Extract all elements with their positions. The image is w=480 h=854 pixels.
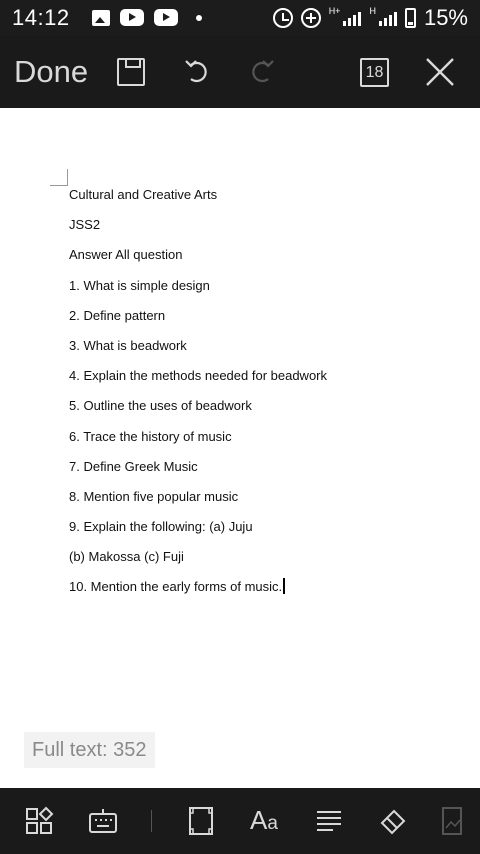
network-type-label-2: H <box>369 6 376 16</box>
document-line: 3. What is beadwork <box>69 337 187 353</box>
document-line: 7. Define Greek Music <box>69 458 198 474</box>
youtube-icon <box>154 9 178 26</box>
status-bar <box>0 0 480 36</box>
save-icon[interactable] <box>117 58 145 86</box>
page-margin-mark <box>50 169 68 186</box>
document-line: 5. Outline the uses of beadwork <box>69 398 252 414</box>
undo-icon[interactable] <box>182 56 212 86</box>
document-line: (b) Makossa (c) Fuji <box>69 549 184 565</box>
font-button[interactable]: Aa <box>250 805 278 835</box>
pages-button[interactable]: 18 <box>360 58 389 87</box>
document-page[interactable] <box>0 108 480 788</box>
eraser-icon[interactable] <box>378 806 408 836</box>
document-line: 2. Define pattern <box>69 307 166 323</box>
page-layout-icon[interactable] <box>186 806 216 836</box>
document-line: 6. Trace the history of music <box>69 428 232 444</box>
done-button[interactable]: Done <box>14 54 89 89</box>
formatting-bar <box>0 788 480 854</box>
document-line-text: 10. Mention the early forms of music. <box>69 579 283 595</box>
youtube-icon <box>120 9 144 26</box>
toolbar-divider <box>151 810 152 832</box>
document-line: 4. Explain the methods needed for beadwork <box>69 368 328 384</box>
document-line: Cultural and Creative Arts <box>69 187 218 202</box>
editor-toolbar <box>0 36 480 108</box>
full-text-count: Full text: 352 <box>24 732 155 768</box>
network-type-label: H+ <box>328 6 341 16</box>
gallery-icon <box>92 10 110 26</box>
signal-icon <box>379 10 397 26</box>
signal-icon <box>343 10 361 26</box>
document-line: 9. Explain the following: (a) Juju <box>69 519 253 535</box>
redo-icon[interactable] <box>247 56 277 86</box>
document-body[interactable] <box>69 186 449 609</box>
document-line-last <box>69 578 449 608</box>
text-cursor <box>283 578 285 594</box>
document-line: JSS2 <box>69 217 101 233</box>
keyboard-icon[interactable] <box>88 806 118 836</box>
document-line: Answer All question <box>69 247 183 263</box>
status-time: 14:12 <box>12 5 70 30</box>
image-icon[interactable] <box>440 806 470 836</box>
document-line: 1. What is simple design <box>69 277 210 293</box>
close-icon[interactable] <box>424 56 456 88</box>
battery-icon <box>405 8 416 28</box>
notification-dot-icon <box>196 15 202 21</box>
document-line: 8. Mention five popular music <box>69 488 239 504</box>
apps-icon[interactable] <box>24 806 54 836</box>
data-saver-icon <box>301 8 321 28</box>
alarm-icon <box>273 8 293 28</box>
battery-percent: 15% <box>423 5 468 30</box>
paragraph-icon[interactable] <box>314 806 344 836</box>
